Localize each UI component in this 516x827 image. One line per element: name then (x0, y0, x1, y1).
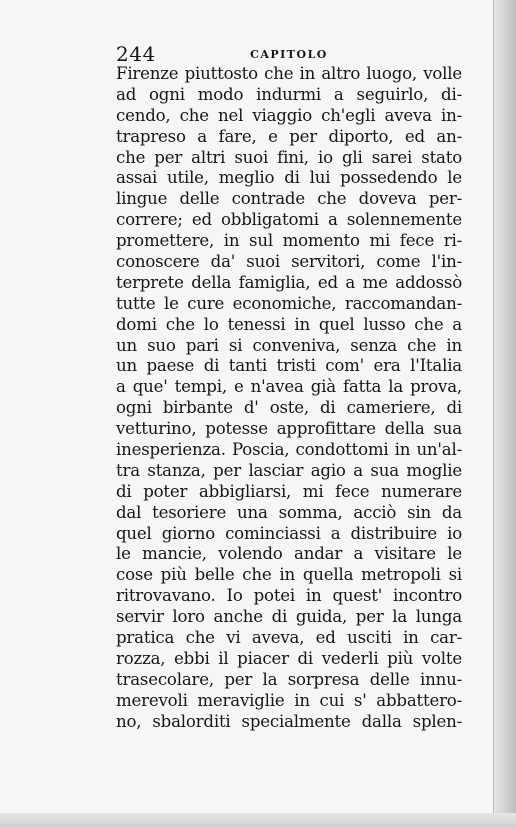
text-line: un suo pari si conveniva, senza che in (116, 335, 462, 355)
text-line: cose più belle che in quella metropoli si (116, 565, 462, 585)
text-line: pratica che vi aveva, ed usciti in car- (116, 628, 462, 648)
text-line: le mancie, volendo andar a visitare le (116, 544, 462, 564)
page-bottom-edge (0, 813, 516, 827)
text-line: di poter abbigliarsi, mi fece numerare (116, 481, 462, 501)
text-line: Firenze piuttosto che in altro luogo, volle (116, 64, 462, 83)
text-line: tutte le cure economiche, raccomandan- (116, 293, 462, 313)
text-line: no, sbalorditi specialmente dalla splen- (116, 711, 462, 731)
text-line: terprete della famiglia, ed a me addossò (116, 272, 462, 292)
text-line: lingue delle contrade che doveva per- (116, 189, 462, 209)
text-line: servir loro anche di guida, per la lunga (116, 607, 462, 627)
text-line: quel giorno cominciassi a distribuire io (116, 523, 462, 543)
text-line: dal tesoriere una somma, acciò sin da (116, 502, 462, 522)
text-line: trasecolare, per la sorpresa delle innu- (116, 669, 462, 689)
text-line: ogni birbante d' oste, di cameriere, di (116, 398, 462, 418)
text-line: inesperienza. Poscia, condottomi in un'al- (116, 440, 462, 460)
text-line: vetturino, potesse approfittare della sua (116, 419, 462, 439)
text-line: merevoli meraviglie in cui s' abbattero- (116, 690, 462, 710)
page-edge-shadow (493, 0, 516, 827)
text-line: tra stanza, per lasciar agio a sua moglie (116, 460, 462, 480)
text-line: domi che lo tenessi in quel lusso che a (116, 314, 462, 334)
running-head: CAPITOLO (250, 48, 328, 61)
text-line: rozza, ebbi il piacer di vederli più volte (116, 648, 462, 668)
body-text (116, 64, 462, 733)
text-line: cendo, che nel viaggio ch'egli aveva in- (116, 105, 462, 125)
text-line: trapreso a fare, e per diporto, ed an- (116, 126, 462, 146)
text-line: ad ogni modo indurmi a seguirlo, di- (116, 84, 462, 104)
text-line: promettere, in sul momento mi fece ri- (116, 231, 462, 251)
text-line: correre; ed obbligatomi a solennemente (116, 210, 462, 230)
page-content (116, 44, 462, 733)
text-line: ritrovavano. Io potei in quest' incontro (116, 586, 462, 606)
page-number: 244 (116, 42, 156, 66)
text-line: che per altri suoi fini, io gli sarei stato (116, 147, 462, 167)
page-header (116, 44, 462, 66)
text-line: a que' tempi, e n'avea già fatta la prova, (116, 377, 462, 397)
text-line: assai utile, meglio di lui possedendo le (116, 168, 462, 188)
text-line: conoscere da' suoi servitori, come l'in- (116, 252, 462, 272)
text-line: un paese di tanti tristi com' era l'Italia (116, 356, 462, 376)
